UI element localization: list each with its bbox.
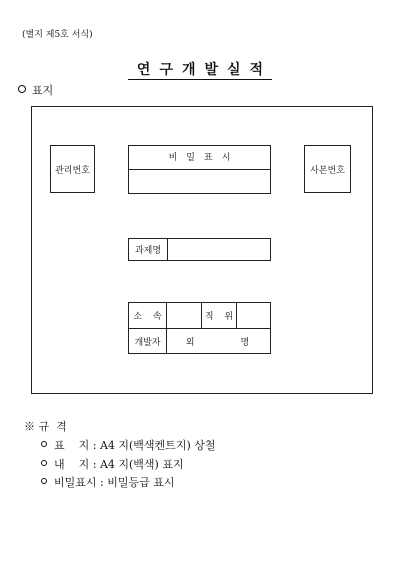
developer-row-name [129,328,270,353]
position-label: 직 위 [202,303,237,328]
note-item [41,437,215,453]
notes-heading: ※ 규 격 [24,420,67,433]
developer-name-field [167,329,270,353]
circle-bullet-icon [41,441,47,447]
section-label: 표지 [32,84,54,97]
note-term: 표 지 [54,439,90,452]
note-item [41,456,184,472]
section-heading [18,82,53,98]
note-term: 내 지 [54,458,90,471]
note-item [41,474,174,490]
position-field [237,303,270,328]
secret-marking-label: 비밀표시 [129,146,270,170]
secret-marking-table [128,145,271,194]
circle-bullet-icon [41,460,47,466]
task-name-label: 과제명 [129,239,168,260]
note-desc: : 비밀등급 표시 [100,476,175,489]
affiliation-label: 소 속 [129,303,167,328]
note-desc: : A4 지(백색켄트지) 상철 [92,439,216,452]
persons-label: 명 [240,337,252,348]
task-name-table [128,238,271,261]
developer-label: 개발자 [129,329,167,353]
document-title: 연구개발실적 [0,59,400,79]
developer-row-affiliation [129,303,270,328]
task-name-field [168,239,270,260]
note-desc: : A4 지(백색) 표지 [92,458,184,471]
developer-table [128,302,271,354]
circle-bullet-icon [41,478,47,484]
management-number-box: 관리번호 [50,145,95,193]
affiliation-field [167,303,202,328]
form-reference: (별지 제5호 서식) [22,30,93,40]
copy-number-box: 사본번호 [304,145,351,193]
note-term: 비밀표시 [54,476,97,489]
circle-bullet-icon [18,85,26,93]
others-label: 외 [185,337,197,348]
